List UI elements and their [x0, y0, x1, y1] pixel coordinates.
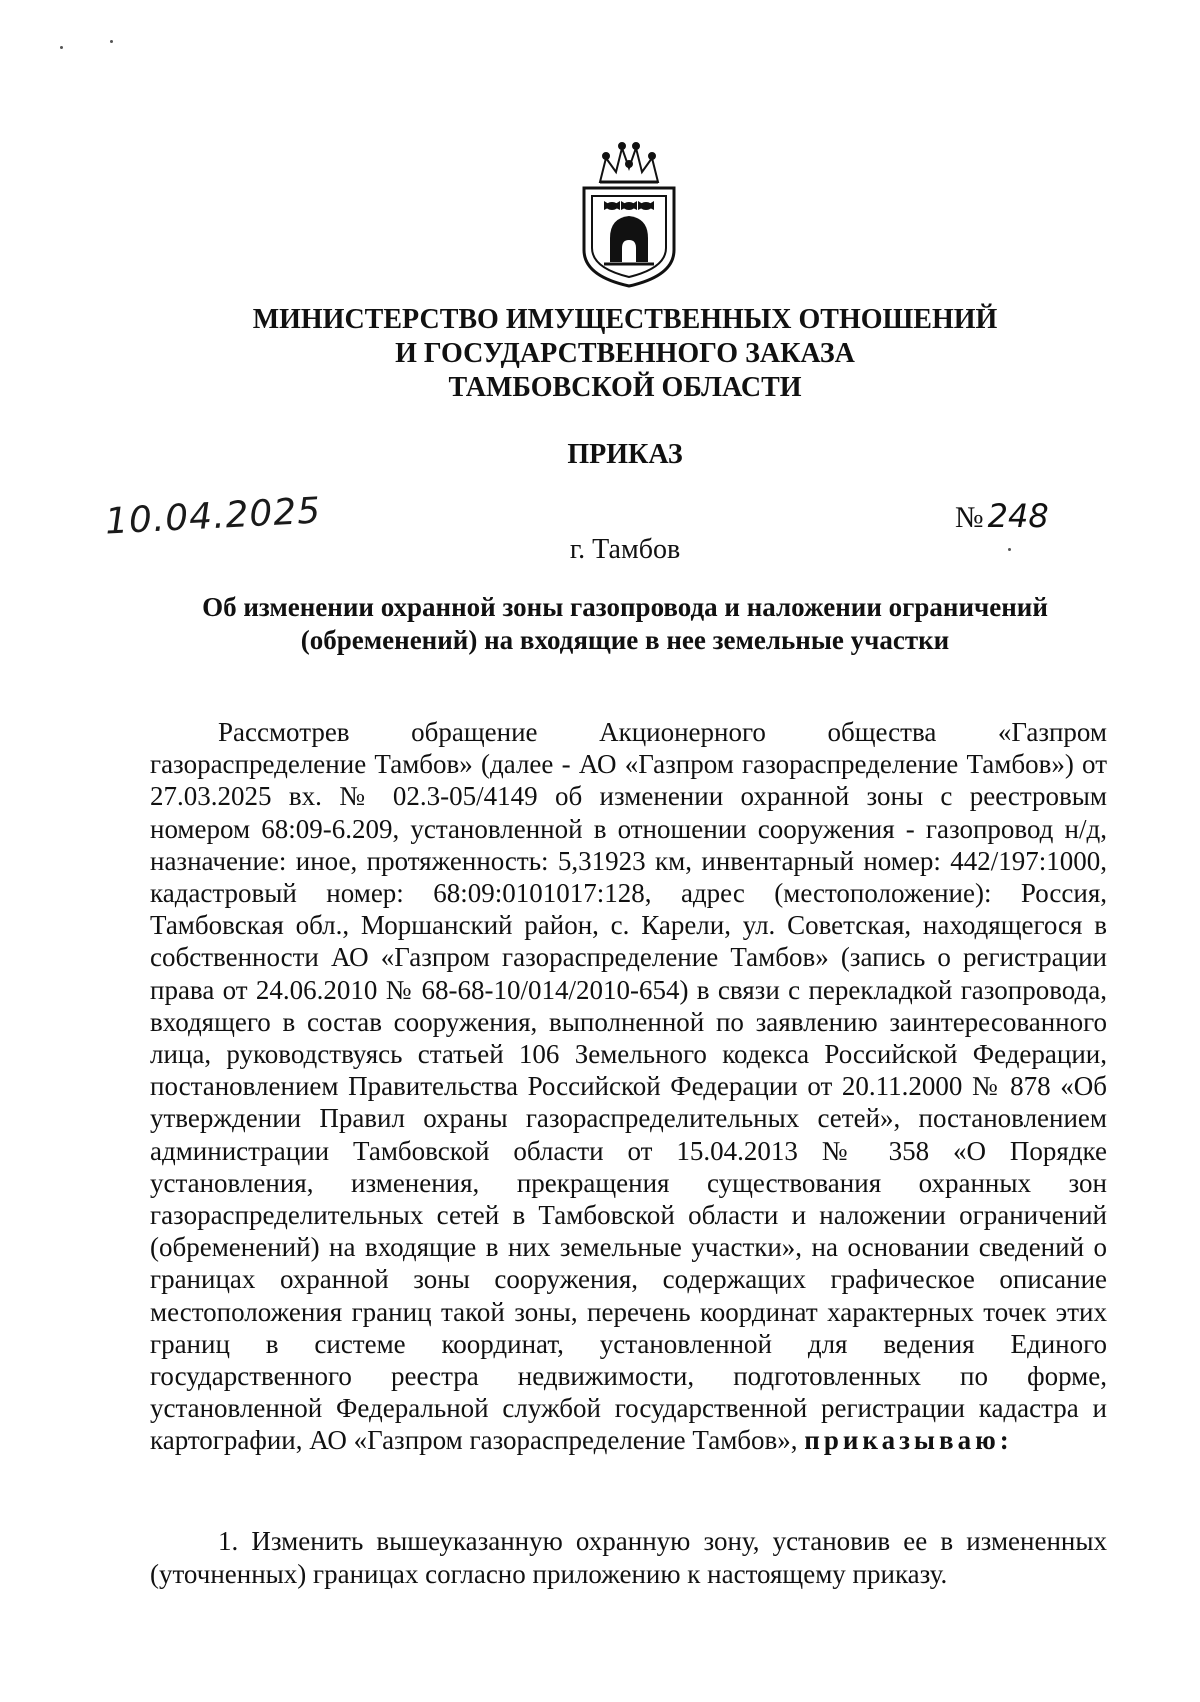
coat-of-arms-emblem	[570, 140, 688, 290]
ministry-name	[150, 303, 1100, 405]
city-of-issue: г. Тамбов	[569, 534, 681, 565]
handwritten-number: 248	[987, 497, 1049, 535]
ministry-name-line: ТАМБОВСКОЙ ОБЛАСТИ	[448, 372, 802, 403]
document-number	[955, 497, 1049, 535]
number-sign: №	[955, 501, 984, 534]
scan-speck	[110, 40, 113, 43]
order-word: приказываю:	[804, 1425, 1013, 1456]
clause-1: 1. Изменить вышеуказанную охранную зону, установив ее в измененных (уточненных) границах согласно приложению к настоящему приказу.	[150, 1526, 1107, 1589]
subject-line: (обременений) на входящие в нее земельные участки	[300, 625, 950, 655]
document-type-title: ПРИКАЗ	[567, 439, 683, 470]
handwritten-date: 10.04.2025	[104, 490, 323, 543]
ministry-name-line: И ГОСУДАРСТВЕННОГО ЗАКАЗА	[395, 338, 855, 369]
main-paragraph-text: Рассмотрев обращение Акционерного общества «Газпром газораспределение Тамбов» (далее - АО «Газпром газораспределение Тамбов») от 27.03.2025 вх. № 02.3-05/4149 об изменении охранной зоны с реестровым номером 68:09-6.209, установленной в отношении сооружения - газопровод н/д, назначение: иное, протяженность: 5,31923 км, инвентарный номер: 442/197:1000, кадастровый номер: 68:09:0101017:128, адрес (местоположение): Россия, Тамбовская обл., Моршанский район, с. Карели, ул. Советская, находящегося в собственности АО «Газпром газораспределение Тамбов» (запись о регистрации права от 24.06.2010 № 68-68-10/014/2010-654) в связи с перекладкой газопровода, входящего в состав сооружения, выполненной по заявлению заинтересованного лица, руководствуясь статьей 106 Земельного кодекса Российской Федерации, постановлением Правительства Российской Федерации от 20.11.2000 № 878 «Об утверждении Правил охраны газораспределительных сетей», постановлением администрации Тамбовской области от 15.04.2013 № 358 «О Порядке установления, изменения, прекращения существования охранных зон газораспределительных сетей в Тамбовской области и наложении ограничений (обременений) на входящие в них земельные участки», на основании сведений о границах охранной зоны сооружения, содержащих графическое описание местоположения границ такой зоны, перечень координат характерных точек этих границ в системе координат, установленной для ведения Единого государственного реестра недвижимости, подготовленных по форме, установленной Федеральной службой государственной регистрации кадастра и картографии, АО «Газпром газораспределение Тамбов»,	[150, 717, 1107, 1456]
ministry-name-line: МИНИСТЕРСТВО ИМУЩЕСТВЕННЫХ ОТНОШЕНИЙ	[252, 304, 998, 335]
subject-line: Об изменении охранной зоны газопровода и наложении ограничений	[202, 592, 1048, 622]
order-subject	[150, 591, 1100, 657]
scan-speck	[60, 46, 63, 49]
main-paragraph	[150, 716, 1107, 1457]
scan-speck	[1008, 548, 1011, 551]
